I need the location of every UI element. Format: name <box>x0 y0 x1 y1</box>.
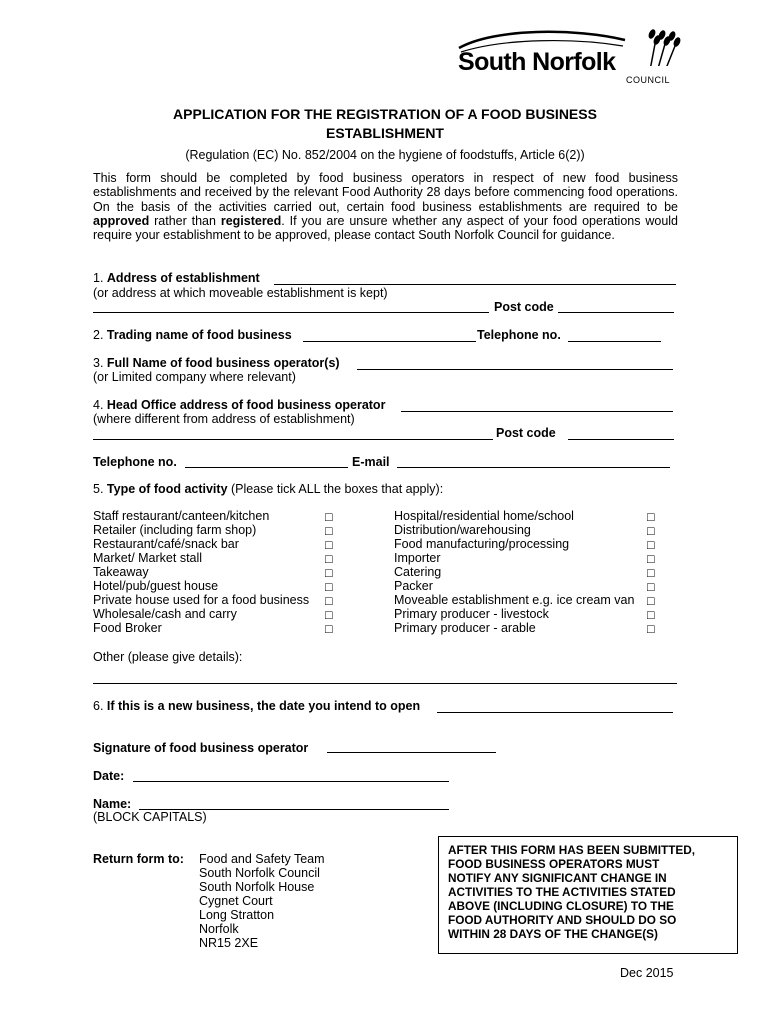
activity-checkbox[interactable]: □ <box>325 622 333 636</box>
activity-checkbox[interactable]: □ <box>647 510 655 524</box>
address-line: South Norfolk House <box>199 880 315 894</box>
q4-postcode-label: Post code <box>496 426 556 440</box>
q4-head-office-field[interactable] <box>401 411 673 412</box>
notice-line: FOOD BUSINESS OPERATORS MUST <box>448 857 660 871</box>
activity-checkbox[interactable]: □ <box>647 594 655 608</box>
activity-checkbox[interactable]: □ <box>325 552 333 566</box>
form-title-line2: ESTABLISHMENT <box>326 125 444 141</box>
q4-telephone-field[interactable] <box>185 467 348 468</box>
activity-item: Primary producer - arable <box>394 621 536 635</box>
activity-item: Catering <box>394 565 442 579</box>
q5-other-label: Other (please give details): <box>93 650 243 664</box>
address-line: Long Stratton <box>199 908 275 922</box>
q4-head-office: 4. Head Office address of food business operator <box>93 398 386 412</box>
q3-note: (or Limited company where relevant) <box>93 370 296 384</box>
activity-checkbox[interactable]: □ <box>647 580 655 594</box>
q1-address-field[interactable] <box>274 284 676 285</box>
address-line: Food and Safety Team <box>199 852 325 866</box>
name-note: (BLOCK CAPITALS) <box>93 810 207 824</box>
activity-item: Moveable establishment e.g. ice cream van <box>394 593 635 607</box>
q4-postcode-field[interactable] <box>568 439 674 440</box>
intro-paragraph: This form should be completed by food business operators in respect of new food business establishments and received by the relevant Food Authority 28 days before commencing food operations. On the basis of the activities carried out, certain food business establishments are required to be approved rather than registered. If you are unsure whether any aspect of your food operations would require your establishment to be approved, please contact South Norfolk Council for guidance. <box>93 171 678 243</box>
q4-note: (where different from address of establishment) <box>93 412 355 426</box>
approved-word: approved <box>93 213 150 228</box>
date-label: Date: <box>93 769 125 783</box>
notice-line: ACTIVITIES TO THE ACTIVITIES STATED <box>448 885 676 899</box>
activity-checkbox[interactable]: □ <box>325 594 333 608</box>
activity-item: Hospital/residential home/school <box>394 509 574 523</box>
q1-address: 1. Address of establishment <box>93 271 260 285</box>
notice-line: WITHIN 28 DAYS OF THE CHANGE(S) <box>448 927 658 941</box>
q4-telephone-label: Telephone no. <box>93 455 177 469</box>
date-field[interactable] <box>133 781 449 782</box>
address-line: Norfolk <box>199 922 239 936</box>
q5-food-activity: 5. Type of food activity (Please tick ALL the boxes that apply): <box>93 482 444 496</box>
activity-item: Hotel/pub/guest house <box>93 579 219 593</box>
return-label: Return form to: <box>93 852 184 866</box>
activity-item: Primary producer - livestock <box>394 607 549 621</box>
logo-council: COUNCIL <box>626 75 671 85</box>
q2-telephone-field[interactable] <box>568 341 661 342</box>
q6-open-date: 6. If this is a new business, the date you intend to open <box>93 699 421 713</box>
q5-other-field[interactable] <box>93 683 677 684</box>
registered-word: registered <box>220 213 282 228</box>
activity-item: Private house used for a food business <box>93 593 310 607</box>
activity-checkbox[interactable]: □ <box>325 524 333 538</box>
activity-item: Takeaway <box>93 565 149 579</box>
notice-line: AFTER THIS FORM HAS BEEN SUBMITTED, <box>448 843 696 857</box>
address-line: Cygnet Court <box>199 894 273 908</box>
q3-operator-name-field[interactable] <box>357 369 673 370</box>
activities-right-checkboxes <box>647 510 655 636</box>
notice-line: ABOVE (INCLUDING CLOSURE) TO THE <box>448 899 674 913</box>
q4-head-office-field-2[interactable] <box>93 439 493 440</box>
signature-label: Signature of food business operator <box>93 741 309 755</box>
activity-checkbox[interactable]: □ <box>325 538 333 552</box>
q6-open-date-field[interactable] <box>437 712 673 713</box>
notice-line: NOTIFY ANY SIGNIFICANT CHANGE IN <box>448 871 667 885</box>
notice-line: FOOD AUTHORITY AND SHOULD DO SO <box>448 913 677 927</box>
return-address <box>199 852 325 950</box>
activity-item: Wholesale/cash and carry <box>93 607 237 621</box>
activity-item: Packer <box>394 579 433 593</box>
name-label: Name: <box>93 797 132 811</box>
activity-item: Retailer (including farm shop) <box>93 523 257 537</box>
form-subtitle: (Regulation (EC) No. 852/2004 on the hygiene of foodstuffs, Article 6(2)) <box>185 148 585 162</box>
address-line: South Norfolk Council <box>199 866 320 880</box>
q4-email-label: E-mail <box>352 455 390 469</box>
q1-address-field-2[interactable] <box>93 312 489 313</box>
signature-field[interactable] <box>327 752 496 753</box>
activity-checkbox[interactable]: □ <box>647 524 655 538</box>
activity-item: Food Broker <box>93 621 162 635</box>
address-line: NR15 2XE <box>199 936 259 950</box>
q2-trading-name: 2. Trading name of food business <box>93 328 292 342</box>
activity-item: Food manufacturing/processing <box>394 537 570 551</box>
activities-left-list <box>93 509 309 635</box>
activities-left-checkboxes <box>325 510 333 636</box>
footer-date: Dec 2015 <box>620 966 674 980</box>
activity-item: Importer <box>394 551 441 565</box>
q2-trading-name-field[interactable] <box>303 341 476 342</box>
activity-checkbox[interactable]: □ <box>325 580 333 594</box>
q3-operator-name: 3. Full Name of food business operator(s) <box>93 356 340 370</box>
council-logo <box>455 26 685 86</box>
activity-checkbox[interactable]: □ <box>647 622 655 636</box>
change-notice-box <box>438 836 738 954</box>
form-title-line1: APPLICATION FOR THE REGISTRATION OF A FOOD BUSINESS <box>173 106 597 122</box>
activities-right-list <box>394 509 634 635</box>
activity-checkbox[interactable]: □ <box>647 566 655 580</box>
q2-telephone-label: Telephone no. <box>477 328 561 342</box>
q1-postcode-field[interactable] <box>558 312 674 313</box>
activity-checkbox[interactable]: □ <box>325 510 333 524</box>
activity-checkbox[interactable]: □ <box>325 608 333 622</box>
activity-checkbox[interactable]: □ <box>647 538 655 552</box>
activity-checkbox[interactable]: □ <box>647 608 655 622</box>
activity-item: Staff restaurant/canteen/kitchen <box>93 509 270 523</box>
q1-postcode-label: Post code <box>494 300 554 314</box>
q1-note: (or address at which moveable establishment is kept) <box>93 286 388 300</box>
activity-checkbox[interactable]: □ <box>325 566 333 580</box>
activity-item: Restaurant/café/snack bar <box>93 537 239 551</box>
activity-item: Market/ Market stall <box>93 551 203 565</box>
logo-name: South Norfolk <box>458 48 616 76</box>
activity-checkbox[interactable]: □ <box>647 552 655 566</box>
activity-item: Distribution/warehousing <box>394 523 531 537</box>
q4-email-field[interactable] <box>397 467 670 468</box>
